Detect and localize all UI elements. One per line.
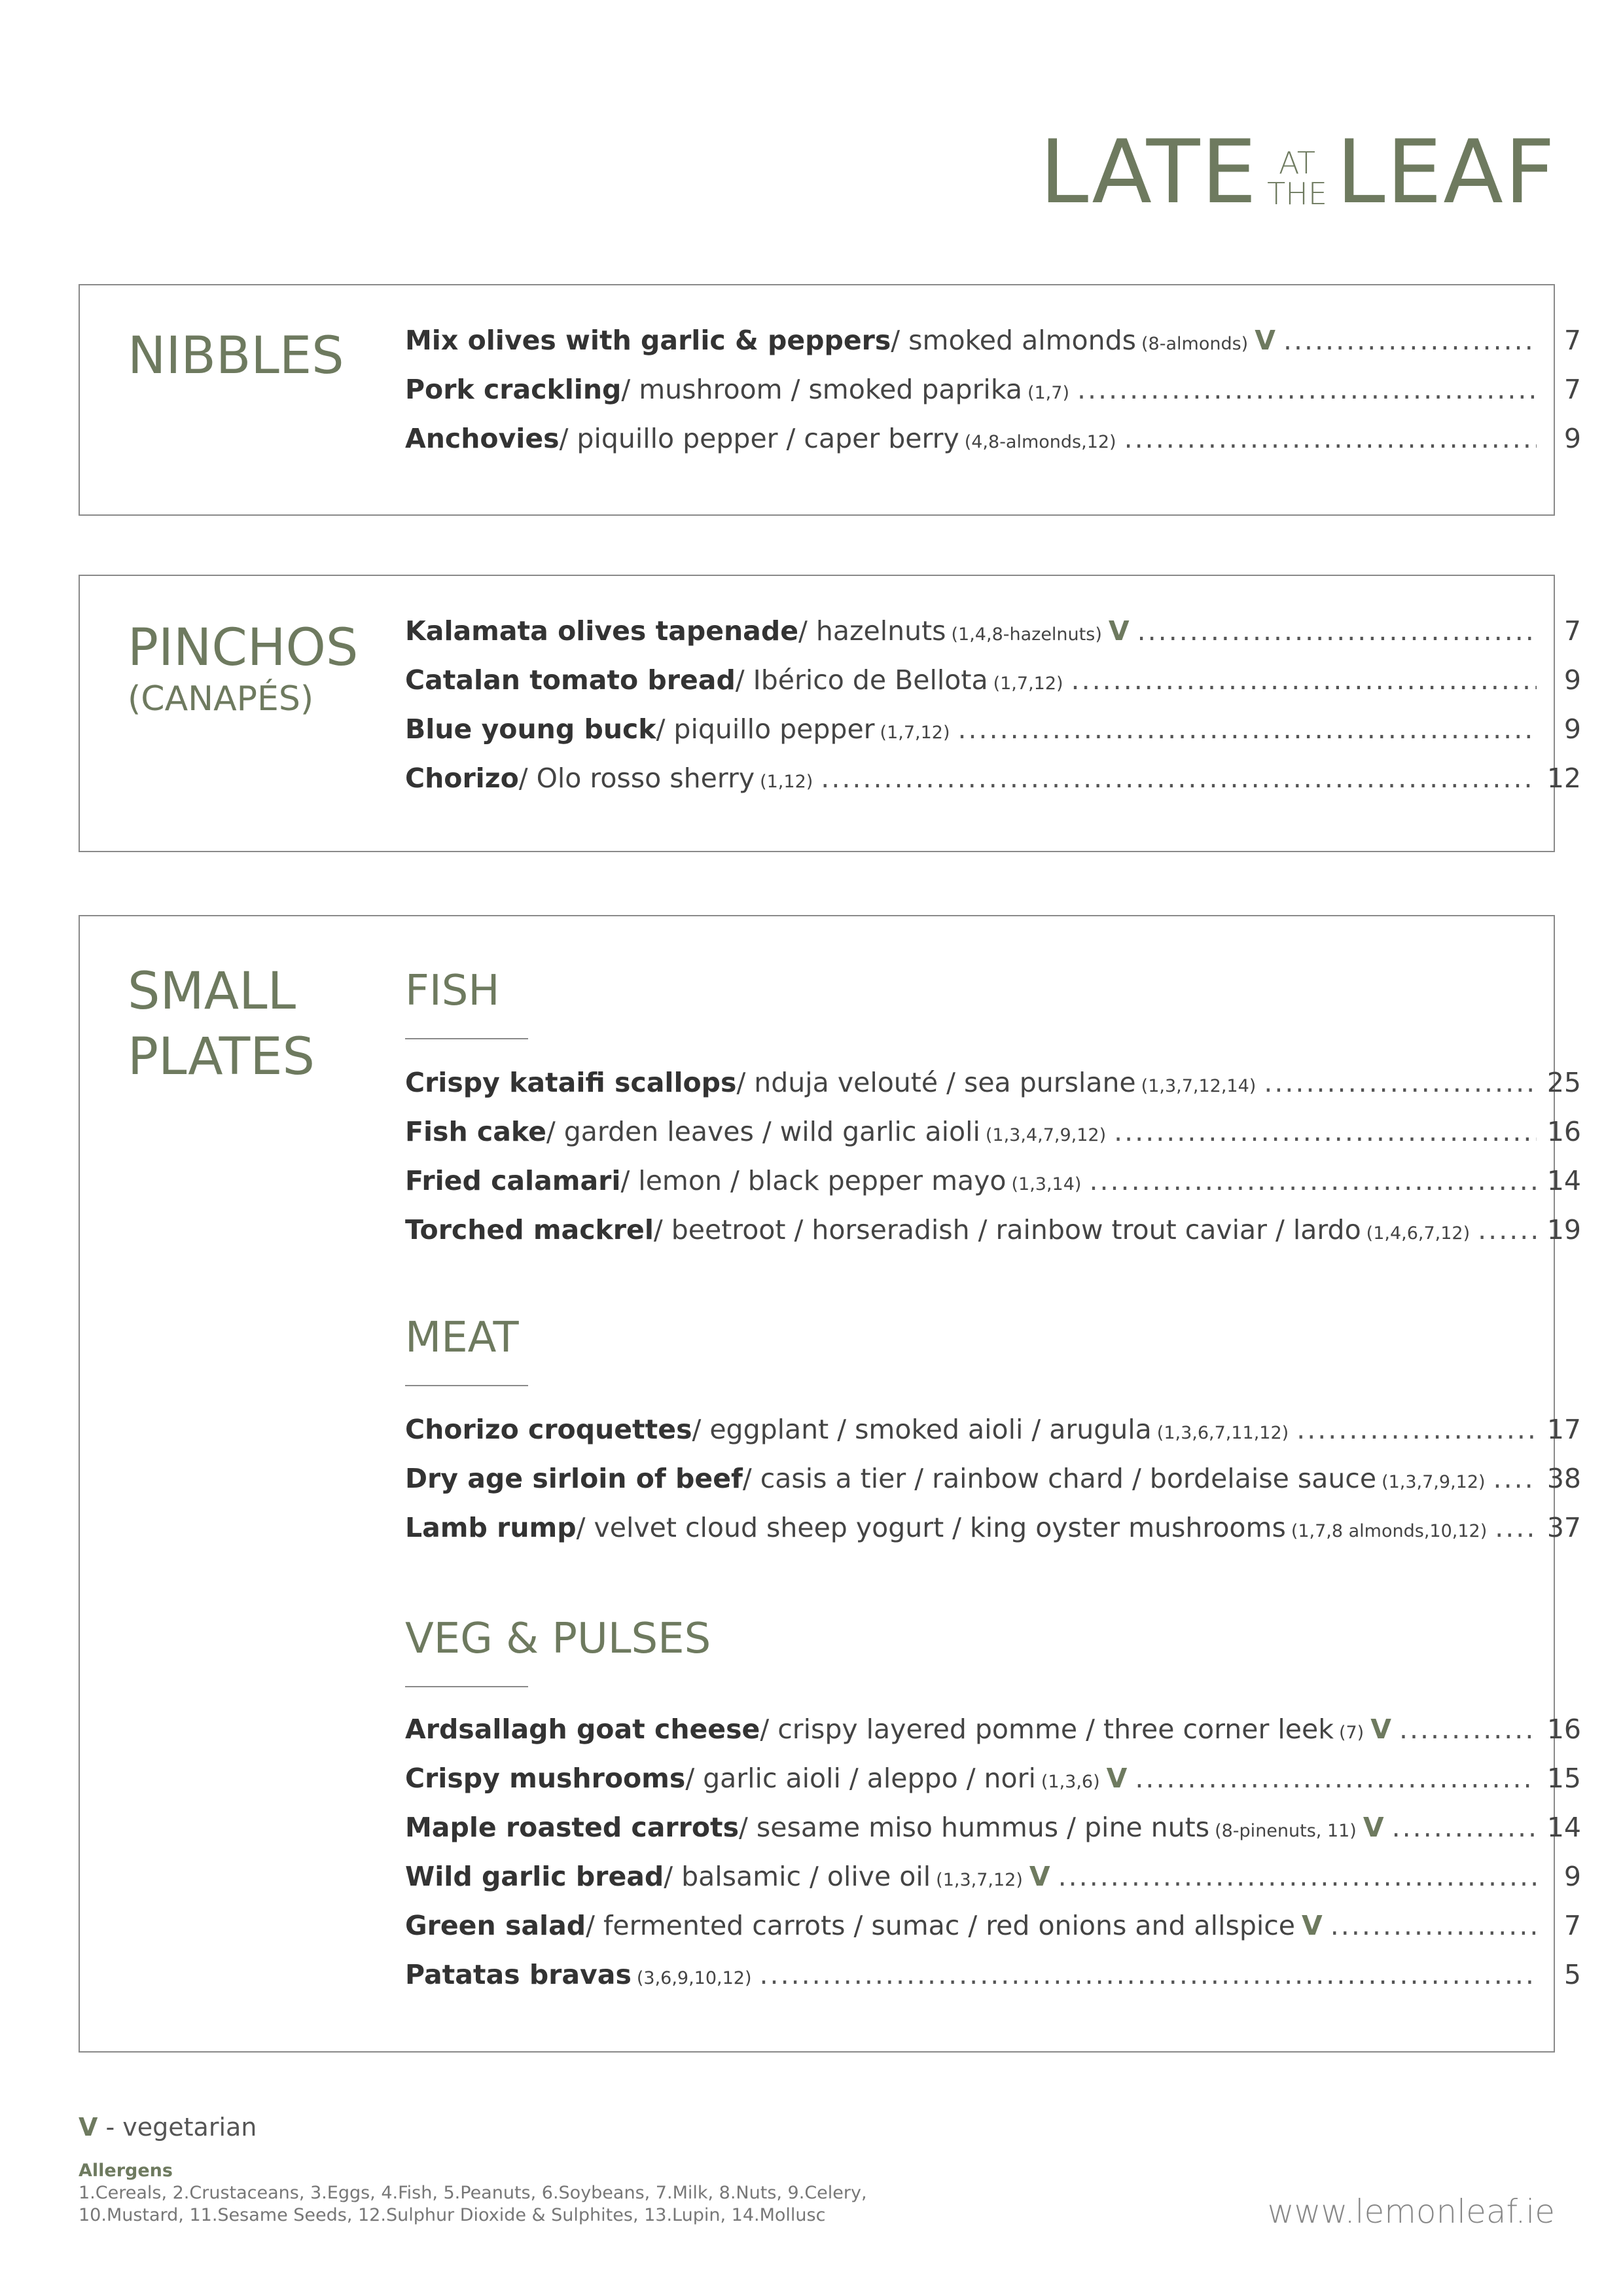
menu-item-price: 16 xyxy=(1546,1116,1581,1147)
menu-item-name: Torched mackrel xyxy=(405,1214,654,1246)
menu-item-leader-dots xyxy=(1124,423,1537,454)
menu-item-name: Maple roasted carrots xyxy=(405,1812,740,1843)
menu-item-allergens: (1,4,6,7,12) xyxy=(1366,1223,1471,1244)
vegetarian-legend xyxy=(79,2113,257,2142)
menu-item-allergens: (1,3,6) xyxy=(1041,1772,1100,1792)
menu-item-price: 19 xyxy=(1546,1214,1581,1246)
menu-item-price: 37 xyxy=(1546,1512,1581,1543)
veg-heading: VEG & PULSES xyxy=(405,1615,711,1663)
menu-item-allergens: (1,12) xyxy=(760,772,813,792)
menu-item-price: 7 xyxy=(1563,615,1581,647)
menu-item-leader-dots xyxy=(1077,374,1537,405)
menu-item-price: 9 xyxy=(1563,1861,1581,1892)
allergens-line-1: 1.Cereals, 2.Crustaceans, 3.Eggs, 4.Fish, 5.Peanuts, 6.Soybeans, 7.Milk, 8.Nuts, 9.Celery, xyxy=(79,2182,867,2203)
menu-item-description: / fermented carrots / sumac / red onions and allspice xyxy=(586,1910,1296,1941)
veg-items xyxy=(405,1713,1581,2008)
menu-item-name: Pork crackling xyxy=(405,374,622,405)
logo-at-the xyxy=(1267,145,1327,212)
menu-item-name: Mix olives with garlic & peppers xyxy=(405,325,891,356)
menu-item-description: / hazelnuts xyxy=(798,615,946,647)
menu-item-name: Crispy mushrooms xyxy=(405,1763,686,1794)
menu-item-price: 9 xyxy=(1563,713,1581,745)
allergens-legend xyxy=(79,2160,867,2226)
nibbles-items xyxy=(405,325,1581,472)
menu-item-description: / piquillo pepper / caper berry xyxy=(559,423,959,454)
menu-item-description: / garlic aioli / aleppo / nori xyxy=(685,1763,1036,1794)
menu-item xyxy=(405,1713,1581,1763)
menu-item xyxy=(405,1763,1581,1812)
fish-divider xyxy=(405,1038,528,1039)
menu-item-description: / garden leaves / wild garlic aioli xyxy=(546,1116,980,1147)
menu-item-leader-dots xyxy=(957,713,1537,745)
menu-item-name: Crispy kataifi scallops xyxy=(405,1067,737,1098)
small-plates-title-line2: PLATES xyxy=(128,1027,315,1086)
pinchos-subtitle: (CANAPÉS) xyxy=(128,679,314,719)
menu-item-description: / beetroot / horseradish / rainbow trout caviar / lardo xyxy=(653,1214,1361,1246)
menu-item-description: / nduja velouté / sea purslane xyxy=(736,1067,1136,1098)
menu-item-price: 14 xyxy=(1546,1165,1581,1196)
website-link[interactable]: www.lemonleaf.ie xyxy=(1267,2193,1555,2231)
menu-item-veg-marker: V xyxy=(1255,325,1275,356)
menu-item-price: 38 xyxy=(1546,1463,1581,1494)
menu-item-price: 5 xyxy=(1563,1959,1581,1990)
menu-item-leader-dots xyxy=(1071,664,1537,696)
small-plates-title-line1: SMALL xyxy=(128,962,296,1021)
menu-item-description: / crispy layered pomme / three corner leek xyxy=(760,1713,1334,1745)
menu-item-allergens: (1,3,7,12,14) xyxy=(1141,1076,1257,1096)
menu-item-leader-dots xyxy=(1264,1067,1537,1098)
menu-item-description: / balsamic / olive oil xyxy=(664,1861,931,1892)
menu-item-leader-dots xyxy=(1089,1165,1537,1196)
menu-item-allergens: (1,7,8 almonds,10,12) xyxy=(1291,1521,1488,1541)
menu-item-leader-dots xyxy=(1478,1214,1537,1246)
menu-item-price: 25 xyxy=(1546,1067,1581,1098)
logo-at: AT xyxy=(1279,145,1316,181)
menu-item-allergens: (8-almonds) xyxy=(1141,334,1249,354)
menu-item xyxy=(405,1165,1581,1214)
menu-item xyxy=(405,325,1581,374)
menu-item-leader-dots xyxy=(821,762,1537,794)
menu-item-name: Chorizo xyxy=(405,762,519,794)
menu-item-price: 9 xyxy=(1563,664,1581,696)
menu-item-leader-dots xyxy=(1137,615,1537,647)
restaurant-logo xyxy=(1039,121,1556,223)
menu-item-allergens: (1,3,7,12) xyxy=(936,1870,1023,1890)
menu-item-price: 7 xyxy=(1563,374,1581,405)
menu-item xyxy=(405,664,1581,713)
menu-item-leader-dots xyxy=(1114,1116,1537,1147)
menu-item xyxy=(405,1910,1581,1959)
meat-items xyxy=(405,1414,1581,1561)
menu-item-price: 7 xyxy=(1563,1910,1581,1941)
menu-item-allergens: (1,7,12) xyxy=(993,673,1063,694)
menu-item-name: Dry age sirloin of beef xyxy=(405,1463,743,1494)
nibbles-title: NIBBLES xyxy=(128,327,344,386)
menu-item-price: 14 xyxy=(1546,1812,1581,1843)
menu-item xyxy=(405,615,1581,664)
menu-item-price: 12 xyxy=(1546,762,1581,794)
menu-item-allergens: (1,4,8-hazelnuts) xyxy=(951,624,1102,645)
menu-item-name: Lamb rump xyxy=(405,1512,577,1543)
menu-item-leader-dots xyxy=(1399,1713,1537,1745)
menu-item-allergens: (1,7) xyxy=(1027,383,1069,403)
menu-item-leader-dots xyxy=(1392,1812,1537,1843)
menu-item xyxy=(405,713,1581,762)
menu-item xyxy=(405,762,1581,812)
menu-item-name: Anchovies xyxy=(405,423,560,454)
menu-item xyxy=(405,1214,1581,1263)
pinchos-title-main: PINCHOS xyxy=(128,619,359,677)
menu-item-allergens: (1,7,12) xyxy=(880,723,950,743)
menu-item-description: / lemon / black pepper mayo xyxy=(620,1165,1007,1196)
menu-item xyxy=(405,1116,1581,1165)
menu-item-leader-dots xyxy=(1283,325,1537,356)
menu-item-price: 16 xyxy=(1546,1713,1581,1745)
menu-item-description: / mushroom / smoked paprika xyxy=(621,374,1022,405)
allergens-title: Allergens xyxy=(79,2161,173,2181)
menu-item-veg-marker: V xyxy=(1108,615,1130,647)
pinchos-section xyxy=(79,575,1581,852)
menu-item-name: Chorizo croquettes xyxy=(405,1414,692,1445)
logo-the: THE xyxy=(1267,176,1327,212)
menu-item-allergens: (3,6,9,10,12) xyxy=(636,1968,752,1988)
menu-item xyxy=(405,1812,1581,1861)
logo-leaf: LEAF xyxy=(1336,121,1556,223)
small-plates-section xyxy=(79,915,1581,2053)
menu-item-price: 17 xyxy=(1546,1414,1581,1445)
menu-item-description: / piquillo pepper xyxy=(656,713,875,745)
menu-item-allergens: (1,3,14) xyxy=(1011,1174,1082,1194)
menu-item-veg-marker: V xyxy=(1363,1812,1384,1843)
menu-item xyxy=(405,1067,1581,1116)
menu-item-veg-marker: V xyxy=(1302,1910,1323,1941)
menu-item-name: Green salad xyxy=(405,1910,586,1941)
menu-item-leader-dots xyxy=(1495,1512,1537,1543)
veg-label: - vegetarian xyxy=(98,2113,257,2142)
menu-item-name: Blue young buck xyxy=(405,713,656,745)
menu-item-leader-dots xyxy=(1058,1861,1537,1892)
menu-item-description: / eggplant / smoked aioli / arugula xyxy=(692,1414,1152,1445)
small-plates-title xyxy=(128,960,315,1090)
menu-item-allergens: (8-pinenuts, 11) xyxy=(1215,1821,1357,1841)
pinchos-items xyxy=(405,615,1581,812)
menu-item-allergens: (4,8-almonds,12) xyxy=(964,432,1116,452)
menu-item-name: Kalamata olives tapenade xyxy=(405,615,799,647)
menu-item-allergens: (1,3,4,7,9,12) xyxy=(985,1125,1107,1145)
menu-item-leader-dots xyxy=(1493,1463,1537,1494)
menu-item-price: 7 xyxy=(1563,325,1581,356)
menu-item-leader-dots xyxy=(1135,1763,1537,1794)
menu-item-allergens: (1,3,6,7,11,12) xyxy=(1156,1423,1289,1443)
menu-item-veg-marker: V xyxy=(1370,1713,1391,1745)
fish-heading: FISH xyxy=(405,967,500,1015)
menu-item xyxy=(405,1959,1581,2008)
menu-item-description: / smoked almonds xyxy=(891,325,1137,356)
veg-divider xyxy=(405,1686,528,1687)
fish-items xyxy=(405,1067,1581,1263)
menu-item-name: Ardsallagh goat cheese xyxy=(405,1713,760,1745)
menu-item-name: Fried calamari xyxy=(405,1165,621,1196)
allergens-line-2: 10.Mustard, 11.Sesame Seeds, 12.Sulphur Dioxide & Sulphites, 13.Lupin, 14.Mollusc xyxy=(79,2204,826,2225)
menu-item-description: / casis a tier / rainbow chard / bordelaise sauce xyxy=(742,1463,1377,1494)
menu-item-leader-dots xyxy=(1330,1910,1537,1941)
veg-symbol: V xyxy=(79,2113,98,2142)
menu-item-description: / Olo rosso sherry xyxy=(518,762,755,794)
menu-item xyxy=(405,1861,1581,1910)
menu-item-price: 9 xyxy=(1563,423,1581,454)
menu-item-leader-dots xyxy=(760,1959,1537,1990)
menu-item-description: / velvet cloud sheep yogurt / king oyster mushrooms xyxy=(576,1512,1286,1543)
menu-item-allergens: (1,3,7,9,12) xyxy=(1382,1472,1486,1492)
menu-item-allergens: (7) xyxy=(1338,1723,1364,1743)
pinchos-title xyxy=(128,617,358,718)
menu-item-name: Catalan tomato bread xyxy=(405,664,736,696)
menu-item xyxy=(405,1512,1581,1561)
meat-divider xyxy=(405,1385,528,1386)
menu-item xyxy=(405,374,1581,423)
menu-item-leader-dots xyxy=(1296,1414,1537,1445)
menu-item-price: 15 xyxy=(1546,1763,1581,1794)
nibbles-section xyxy=(79,284,1581,516)
menu-item-name: Fish cake xyxy=(405,1116,546,1147)
menu-item-veg-marker: V xyxy=(1029,1861,1050,1892)
menu-item xyxy=(405,423,1581,472)
meat-heading: MEAT xyxy=(405,1314,519,1362)
menu-item-description: / Ibérico de Bellota xyxy=(735,664,988,696)
menu-item-description: / sesame miso hummus / pine nuts xyxy=(739,1812,1210,1843)
logo-late: LATE xyxy=(1039,121,1258,223)
menu-item xyxy=(405,1414,1581,1463)
menu-item xyxy=(405,1463,1581,1512)
menu-item-name: Patatas bravas xyxy=(405,1959,632,1990)
menu-item-name: Wild garlic bread xyxy=(405,1861,664,1892)
menu-item-veg-marker: V xyxy=(1106,1763,1128,1794)
